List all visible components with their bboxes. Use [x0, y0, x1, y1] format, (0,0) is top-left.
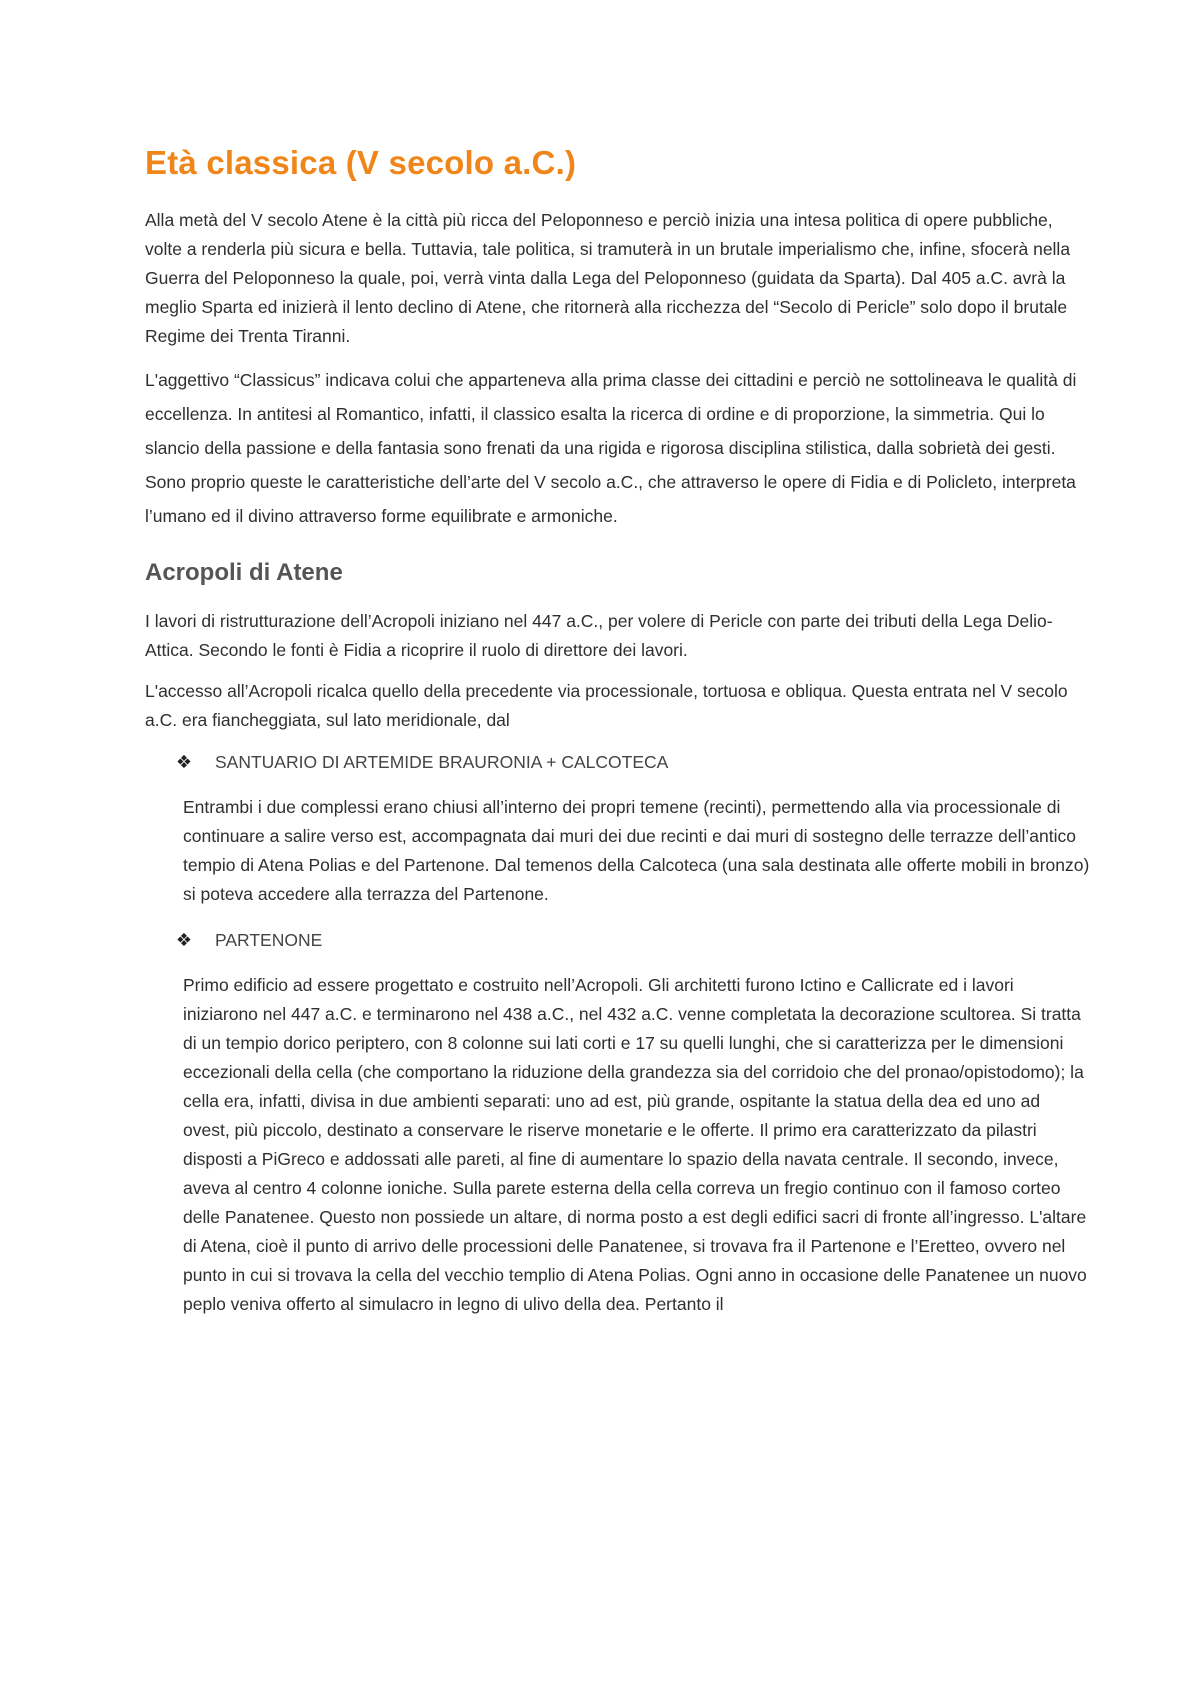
list-item-label: SANTUARIO DI ARTEMIDE BRAURONIA + CALCOTECA [215, 752, 669, 772]
section-paragraph-works: I lavori di ristrutturazione dell’Acropoli iniziano nel 447 a.C., per volere di Pericle con parte dei tributi della Lega Delio-Attica. Secondo le fonti è Fidia a ricoprire il ruolo di direttore dei lavori. [145, 611, 1053, 660]
list-item-text: Entrambi i due complessi erano chiusi all’interno dei propri temene (recinti), permettendo alla via processionale di continuare a salire verso est, accompagnata dai muri dei due recinti e dai muri di sostegno delle terrazze dell’antico tempio di Atena Polias e del Partenone. Dal temenos della Calcoteca (una sala destinata alle offerte mobili in bronzo) si poteva accedere alla terrazza del Partenone. [183, 797, 1090, 904]
diamond-bullet-icon: ❖ [175, 930, 193, 950]
classicus-paragraph: L'aggettivo “Classicus” indicava colui che apparteneva alla prima classe dei cittadini e perciò ne sottolineava le qualità di eccellenza. In antitesi al Romantico, infatti, il classico esalta la ricerca di ordine e di proporzione, la simmetria. Qui lo slancio della passione e della fantasia sono frenati da una rigida e rigorosa disciplina stilistica, dalla sobrietà dei gesti. Sono proprio queste le caratteristiche dell’arte del V secolo a.C., che attraverso le opere di Fidia e di Policleto, interpreta l’umano ed il divino attraverso forme equilibrate e armoniche. [145, 370, 1077, 526]
section-paragraph-access: L'accesso all’Acropoli ricalca quello della precedente via processionale, tortuosa e obliqua. Questa entrata nel V secolo a.C. era fiancheggiata, sul lato meridionale, dal [145, 681, 1068, 730]
page-title: Età classica (V secolo a.C.) [145, 144, 577, 181]
section-heading: Acropoli di Atene [145, 559, 343, 586]
document-content [145, 140, 1090, 1337]
list-item-text: Primo edificio ad essere progettato e costruito nell’Acropoli. Gli architetti furono Ictino e Callicrate ed i lavori iniziarono nel 447 a.C. e terminarono nel 438 a.C., nel 432 a.C. venne completata la decorazione scultorea. Si tratta di un tempio dorico periptero, con 8 colonne sui lati corti e 17 su quelli lunghi, che si caratterizza per le dimensioni eccezionali della cella (che comportano la riduzione della grandezza sia del corridoio che del pronao/opistodomo); la cella era, infatti, divisa in due ambienti separati: uno ad est, più grande, ospitante la statua della dea ed uno ad ovest, più piccolo, destinato a conservare le riserve monetarie e le offerte. Il primo era caratterizzato da pilastri disposti a PiGreco e addossati alle pareti, al fine di aumentare lo spazio della navata centrale. Il secondo, invece, aveva al centro 4 colonne ioniche. Sulla parete esterna della cella correva un fregio continuo con il famoso corteo delle Panatenee. Questo non possiede un altare, di norma posto a est degli edifici sacri di fronte all’ingresso. L'altare di Atena, cioè il punto di arrivo delle processioni delle Panatenee, si trovava fra il Partenone e l’Eretteo, ovvero nel punto in cui si trovava la cella del vecchio templio di Atena Polias. Ogni anno in occasione delle Panatenee un nuovo peplo veniva offerto al simulacro in legno di ulivo della dea. Pertanto il [183, 975, 1087, 1314]
list-item-partenone [175, 927, 1090, 953]
list-item-santuario [175, 749, 1090, 775]
intro-paragraph: Alla metà del V secolo Atene è la città più ricca del Peloponneso e perciò inizia una intesa politica di opere pubbliche, volte a renderla più sicura e bella. Tuttavia, tale politica, si tramuterà in un brutale imperialismo che, infine, sfocerà nella Guerra del Peloponneso la quale, poi, verrà vinta dalla Lega del Peloponneso (guidata da Sparta). Dal 405 a.C. avrà la meglio Sparta ed inizierà il lento declino di Atene, che ritornerà alla ricchezza del “Secolo di Pericle” solo dopo il brutale Regime dei Trenta Tiranni. [145, 210, 1071, 346]
diamond-bullet-icon: ❖ [175, 752, 193, 772]
list-item-label: PARTENONE [215, 930, 323, 950]
